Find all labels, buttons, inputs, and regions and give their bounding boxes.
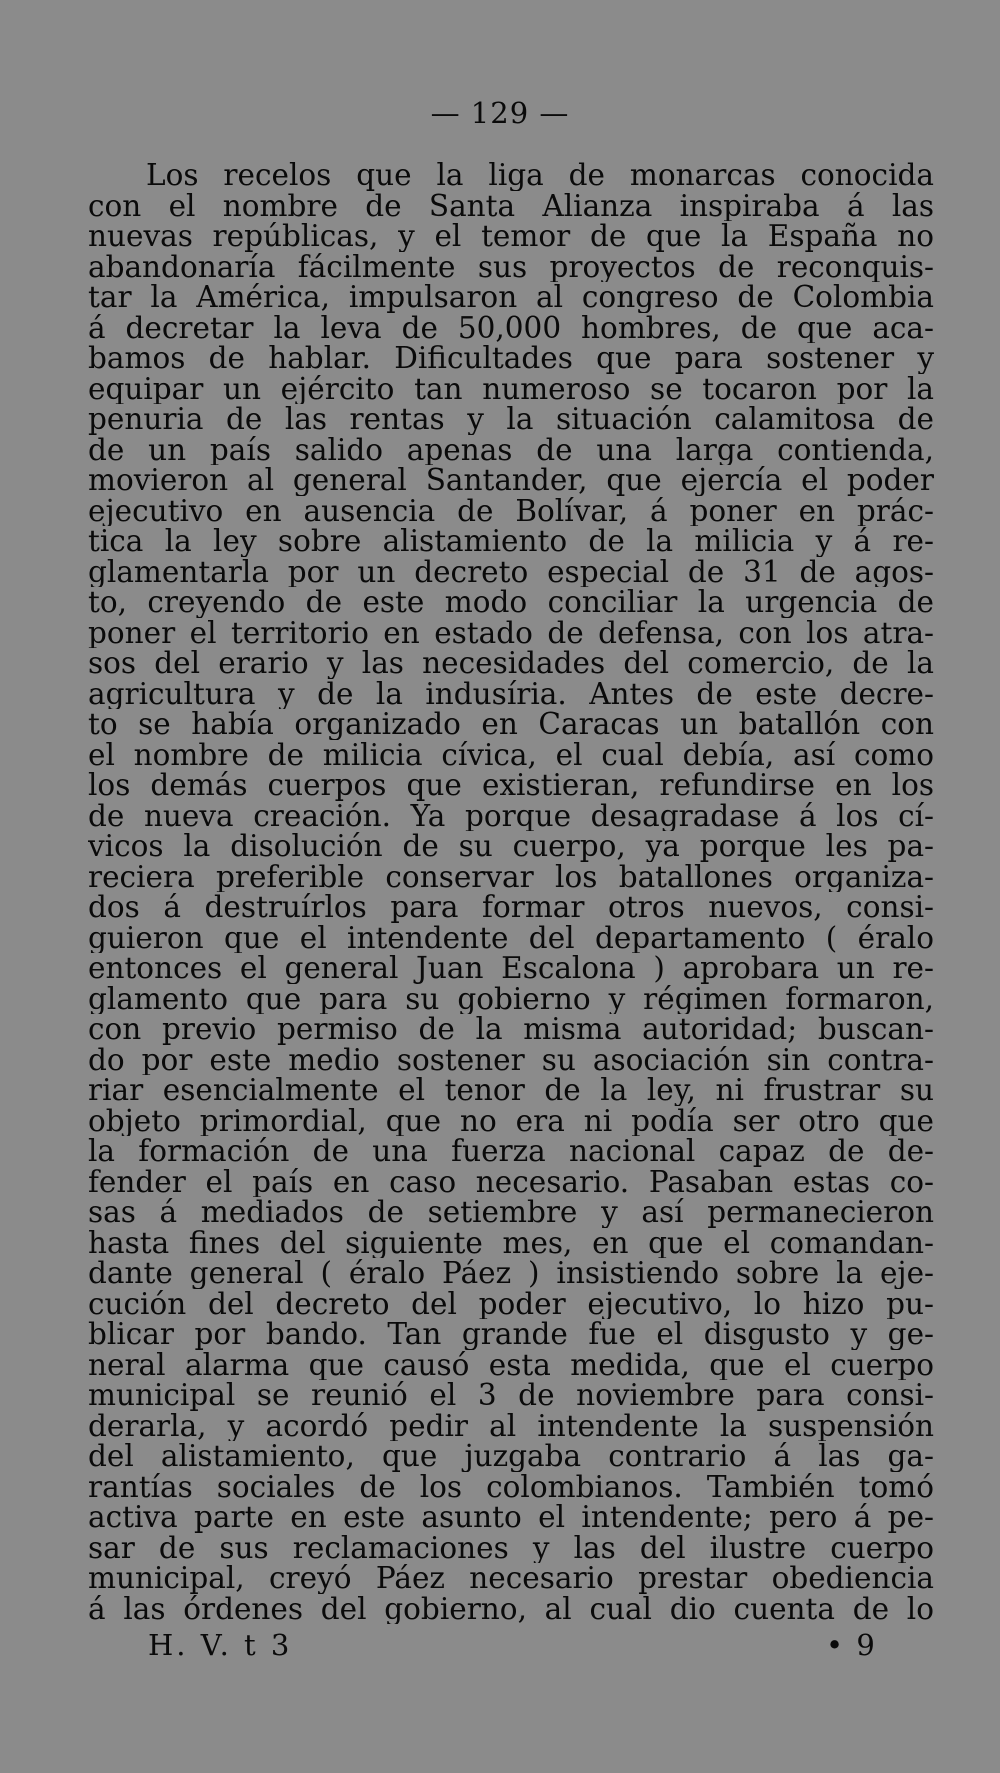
- body-paragraph: [88, 160, 934, 1624]
- text-line: sos del erario y las necesidades del comercio, de la: [88, 648, 934, 679]
- text-line: sas á mediados de setiembre y así permanecieron: [88, 1197, 934, 1228]
- text-line: movieron al general Santander, que ejercía el poder: [88, 465, 934, 496]
- text-line: del alistamiento, que juzgaba contrario á las ga-: [88, 1441, 934, 1472]
- text-line: con el nombre de Santa Alianza inspiraba á las: [88, 190, 934, 221]
- text-line: riar esencialmente el tenor de la ley, ni frustrar su: [88, 1075, 934, 1106]
- footer-signature-number: • 9: [826, 1628, 877, 1662]
- text-line: glamentarla por un decreto especial de 31 de agos-: [88, 556, 934, 587]
- text-line: dante general ( éralo Páez ) insistiendo sobre la eje-: [88, 1258, 934, 1289]
- text-line: derarla, y acordó pedir al intendente la suspensión: [88, 1410, 934, 1441]
- text-line: municipal se reunió el 3 de noviembre para consi-: [88, 1380, 934, 1411]
- text-line: reciera preferible conservar los batallones organiza-: [88, 861, 934, 892]
- page-number: — 129 —: [430, 96, 570, 130]
- text-line: to, creyendo de este modo conciliar la urgencia de: [88, 587, 934, 618]
- text-line: to se había organizado en Caracas un batallón con: [88, 709, 934, 740]
- text-line: de un país salido apenas de una larga contienda,: [88, 434, 934, 465]
- text-line: municipal, creyó Páez necesario prestar obediencia: [88, 1563, 934, 1594]
- text-line: tica la ley sobre alistamiento de la milicia y á re-: [88, 526, 934, 557]
- text-line: objeto primordial, que no era ni podía ser otro que: [88, 1105, 934, 1136]
- text-line: bamos de hablar. Dificultades que para sostener y: [88, 343, 934, 374]
- text-line: nuevas repúblicas, y el temor de que la España no: [88, 221, 934, 252]
- text-line: neral alarma que causó esta medida, que el cuerpo: [88, 1349, 934, 1380]
- text-line: á decretar la leva de 50,000 hombres, de que aca-: [88, 312, 934, 343]
- text-line: sar de sus reclamaciones y las del ilustre cuerpo: [88, 1532, 934, 1563]
- text-line: glamento que para su gobierno y régimen formaron,: [88, 983, 934, 1014]
- text-line: fender el país en caso necesario. Pasaban estas co-: [88, 1166, 934, 1197]
- text-line: cución del decreto del poder ejecutivo, lo hizo pu-: [88, 1288, 934, 1319]
- text-line: blicar por bando. Tan grande fue el disgusto y ge-: [88, 1319, 934, 1350]
- text-line: abandonaría fácilmente sus proyectos de reconquis-: [88, 251, 934, 282]
- text-line: de nueva creación. Ya porque desagradase á los cí-: [88, 800, 934, 831]
- text-line: tar la América, impulsaron al congreso de Colombia: [88, 282, 934, 313]
- text-line: guieron que el intendente del departamento ( éralo: [88, 922, 934, 953]
- text-line: do por este medio sostener su asociación sin contra-: [88, 1044, 934, 1075]
- text-line: rantías sociales de los colombianos. También tomó: [88, 1471, 934, 1502]
- text-line: el nombre de milicia cívica, el cual debía, así como: [88, 739, 934, 770]
- text-line: vicos la disolución de su cuerpo, ya porque les pa-: [88, 831, 934, 862]
- text-line: entonces el general Juan Escalona ) aprobara un re-: [88, 953, 934, 984]
- text-line: ejecutivo en ausencia de Bolívar, á poner en prác-: [88, 495, 934, 526]
- text-line: hasta fines del siguiente mes, en que el comandan-: [88, 1227, 934, 1258]
- text-line: Los recelos que la liga de monarcas conocida: [146, 160, 934, 191]
- text-line: poner el territorio en estado de defensa, con los atra-: [88, 617, 934, 648]
- text-line: activa parte en este asunto el intendente; pero á pe-: [88, 1502, 934, 1533]
- text-line: agricultura y de la indusíria. Antes de este decre-: [88, 678, 934, 709]
- text-line: dos á destruírlos para formar otros nuevos, consi-: [88, 892, 934, 923]
- text-line: la formación de una fuerza nacional capaz de de-: [88, 1136, 934, 1167]
- footer-signature: H. V. t 3: [148, 1628, 293, 1662]
- text-line: con previo permiso de la misma autoridad; buscan-: [88, 1014, 934, 1045]
- text-line: equipar un ejército tan numeroso se tocaron por la: [88, 373, 934, 404]
- text-line: penuria de las rentas y la situación calamitosa de: [88, 404, 934, 435]
- text-line: á las órdenes del gobierno, al cual dio cuenta de lo: [88, 1593, 934, 1624]
- text-line: los demás cuerpos que existieran, refundirse en los: [88, 770, 934, 801]
